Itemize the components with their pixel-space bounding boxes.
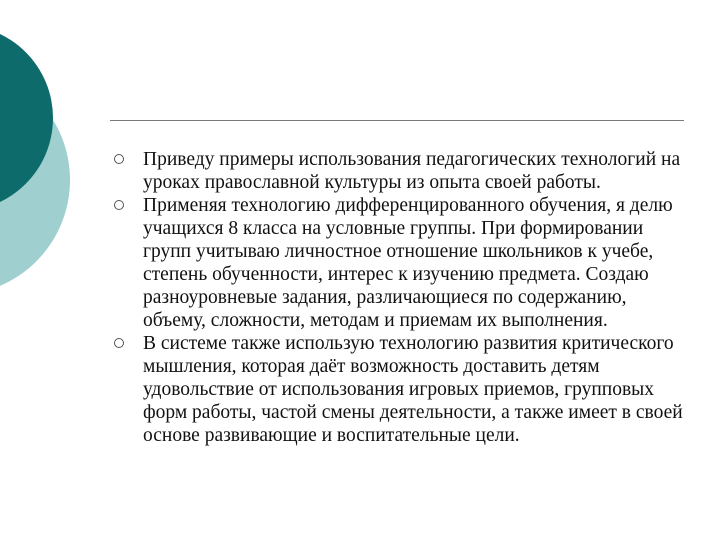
circle-bullet-icon	[114, 200, 124, 210]
bullet-text: Приведу примеры использования педагогических технологий на уроках православной культуры из опыта своей работы.	[143, 149, 681, 193]
decorative-circles	[0, 0, 100, 300]
circle-bullet-icon	[114, 338, 124, 348]
bullet-item	[112, 332, 692, 447]
bullet-item	[112, 148, 692, 194]
circle-bullet-icon	[114, 154, 124, 164]
bullet-item	[112, 194, 692, 332]
bullet-list	[112, 148, 692, 447]
bullet-text: В системе также использую технологию развития критического мышления, которая даёт возможность доставить детям удовольствие от использования игровых приемов, групповых форм работы, частой смены деятельности, а также имеет в своей основе развивающие и воспитательные цели.	[143, 333, 683, 446]
bullet-text: Применяя технологию дифференцированного обучения, я делю учащихся 8 класса на условные группы. При формировании групп учитываю личностное отношение школьников к учебе, степень обученности, интерес к изучению предмета. Создаю разноуровневые задания, различающиеся по содержанию, объему, сложности, методам и приемам их выполнения.	[143, 195, 673, 331]
title-divider	[110, 120, 684, 121]
